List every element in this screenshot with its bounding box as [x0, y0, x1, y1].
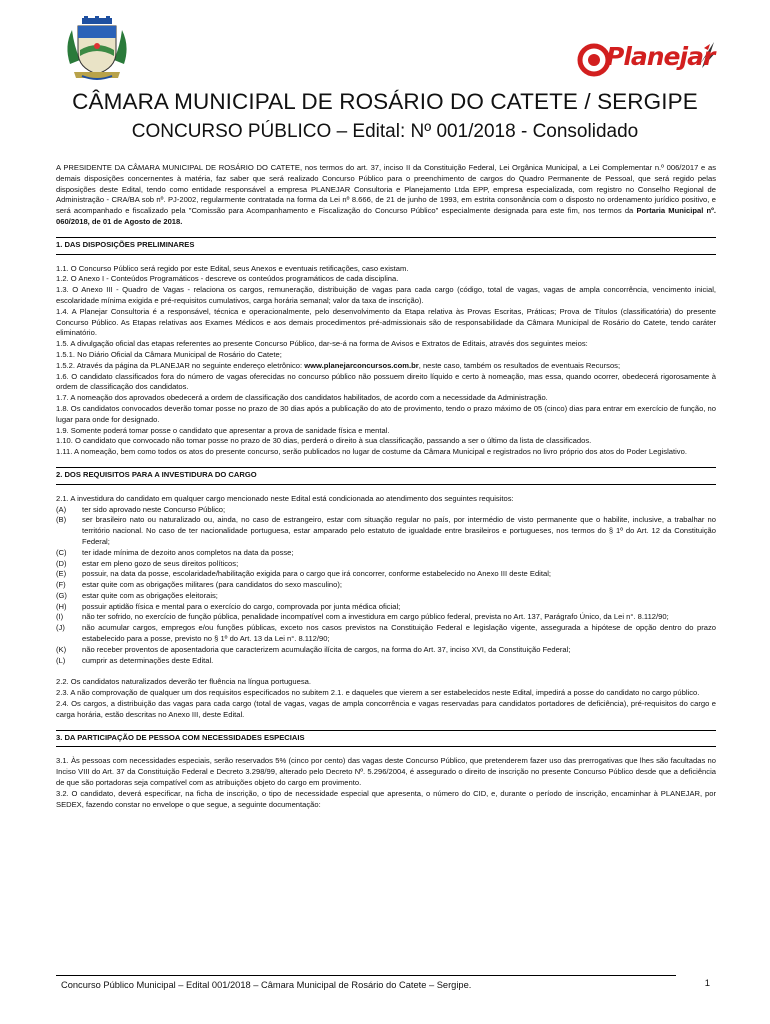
requirement-text: ser brasileiro nato ou naturalizado ou, ainda, no caso de estrangeiro, estar com situação regular no país, por intermédio de visto permanente que o habilite, inclusive, a trabalhar no território nacional. No caso de ter nacionalidade portuguesa, estar amparado pelo estatuto de igualdade entre brasileiros e portugueses, nos termos do § 1º do Art. 12 da Constituição Federal; — [82, 515, 716, 546]
requirement-text: ter sido aprovado neste Concurso Público; — [82, 504, 226, 514]
requirement-item — [56, 548, 716, 559]
planejar-logo — [572, 42, 722, 82]
requirement-label: (K) — [56, 644, 67, 654]
requirement-text: não receber proventos de aposentadoria que caracterizem acumulação ilícita de cargos, na forma do Art. 37, inciso XVI, da Constituição Federal; — [82, 644, 571, 654]
requirement-label: (C) — [56, 547, 67, 557]
page-subtitle: CONCURSO PÚBLICO – Edital: Nº 001/2018 - Consolidado — [131, 121, 639, 142]
requirement-text: estar quite com as obrigações militares (para candidatos do sexo masculino); — [82, 580, 343, 590]
requirement-item — [56, 645, 716, 656]
paragraph-3-2: 3.2. O candidato, deverá especificar, na ficha de inscrição, o tipo de necessidade especial que apresenta, o número do CID, e, durante o período de inscrição, encaminhar à PLANEJAR, por SEDEX, fazendo constar no envelope o que segue, a seguinte documentação: — [56, 788, 716, 809]
requirement-text: cumprir as determinações deste Edital. — [82, 655, 214, 665]
footer-text: Concurso Público Municipal – Edital 001/2018 – Câmara Municipal de Rosário do Catete – Sergipe. — [61, 980, 472, 990]
section-1-heading: 1. DAS DISPOSIÇÕES PRELIMINARES — [56, 237, 716, 255]
coat-of-arms-logo — [60, 16, 134, 84]
page-number: 1 — [704, 978, 710, 989]
paragraph-1-7: 1.7. A nomeação dos aprovados obedecerá a ordem de classificação dos candidatos habilitados, de acordo com a necessidade da Administração. — [56, 393, 548, 403]
paragraph-1-2: 1.2. O Anexo I - Conteúdos Programáticos - descreve os conteúdos programáticos de cada disciplina. — [56, 274, 399, 284]
planejar-wordmark: Planejar — [606, 42, 715, 71]
paragraph-2-3: 2.3. A não comprovação de qualquer um dos requisitos especificados no subitem 2.1. e daqueles que vierem a ser estabelecidos neste Edital, impedirá a posse do candidato no cargo público. — [56, 688, 700, 698]
paragraph-1-1: 1.1. O Concurso Público será regido por este Edital, seus Anexos e eventuais retificações, caso existam. — [56, 263, 409, 273]
requirement-text: não ter sofrido, no exercício de função pública, penalidade incompatível com a investidura em cargo público federal, prevista no Art. 137, Parágrafo Único, da Lei n°. 8.112/90; — [82, 612, 669, 622]
section-2-heading: 2. DOS REQUISITOS PARA A INVESTIDURA DO CARGO — [56, 467, 716, 485]
requirements-list — [56, 505, 716, 667]
requirement-label: (H) — [56, 601, 67, 611]
page-title: CÂMARA MUNICIPAL DE ROSÁRIO DO CATETE / SERGIPE — [72, 89, 698, 114]
requirement-label: (D) — [56, 558, 67, 568]
paragraph-2-1: 2.1. A investidura do candidato em qualquer cargo mencionado neste Edital está condicionada ao atendimento dos seguintes requisitos: — [56, 493, 514, 503]
requirement-item — [56, 559, 716, 570]
section-3-heading: 3. DA PARTICIPAÇÃO DE PESSOA COM NECESSIDADES ESPECIAIS — [56, 730, 716, 748]
paragraph-1-4: 1.4. A Planejar Consultoria é a responsável, técnica e operacionalmente, pelo desenvolvimento da Etapa relativa às Provas Escritas, Práticas; Prova de Títulos (classificatória) do presente Concurso Público. As Etapas relativas aos Exames Médicos e aos demais procedimentos pré-admissionais são de responsabilidade da Câmara Municipal de Rosário do Catete, tendo caráter eliminatório. — [56, 306, 716, 338]
requirement-text: possuir aptidão física e mental para o exercício do cargo, comprovada por junta médica oficial; — [82, 601, 401, 611]
paragraph-1-5-2: 1.5.2. Através da página da PLANEJAR no seguinte endereço eletrônico: www.planejarconcursos.com.br, neste caso, também os resultados de eventuais Recursos; — [56, 360, 621, 370]
requirement-item — [56, 602, 716, 613]
requirement-label: (J) — [56, 623, 65, 633]
requirement-label: (A) — [56, 504, 67, 514]
requirement-label: (F) — [56, 580, 66, 590]
requirement-label: (E) — [56, 569, 67, 579]
paragraph-2-2: 2.2. Os candidatos naturalizados deverão ter fluência na língua portuguesa. — [56, 677, 311, 687]
intro-paragraph: A PRESIDENTE DA CÂMARA MUNICIPAL DE ROSÁRIO DO CATETE, nos termos do art. 37, inciso II da Constituição Federal, Lei Orgânica Municipal, a Lei Complementar n.º 006/2017 e as demais disposições concernentes à matéria, faz saber que será realizado Concurso Público para o preenchimento de cargos do Quadro Permanente de Pessoal, que será regido pelas disposições deste Edital, tendo como entidade responsável a empresa PLANEJAR Consultoria e Planejamento Ltda EPP, empresa especializada, com registro no Conselho Regional de Administração - CRA/BA sob nº. PJ-2002, regularmente contratada na forma da Lei nº 8.666, de 21 de junho de 1993, em estrita consonância com o disposto no ordenamento jurídico positivo, e será acompanhado e fiscalizado pela "Comissão para Acompanhamento e Fiscalização do Concurso Público" especialmente designada para este fim, nos termos da Portaria Municipal nº. 060/2018, de 01 de Agosto de 2018. — [56, 163, 716, 226]
requirement-item — [56, 569, 716, 580]
paragraph-1-5-1: 1.5.1. No Diário Oficial da Câmara Municipal de Rosário do Catete; — [56, 349, 282, 359]
paragraph-1-6: 1.6. O candidato classificados fora do número de vagas oferecidas no concurso público não possuem direito líquido e certo à nomeação, mas essa, quando ocorrer, obedecerá rigorosamente à ordem de classificação dos candidatos. — [56, 371, 716, 392]
requirement-text: estar em pleno gozo de seus direitos políticos; — [82, 558, 239, 568]
requirement-label: (I) — [56, 612, 64, 622]
requirement-item — [56, 591, 716, 602]
paragraph-1-8: 1.8. Os candidatos convocados deverão tomar posse no prazo de 30 dias após a publicação do ato de provimento, tendo o prazo máximo de 05 (cinco) dias para entrar em exercício de função, no lugar para onde for designado. — [56, 403, 716, 424]
website-link[interactable]: www.planejarconcursos.com.br — [304, 360, 419, 370]
page-footer — [56, 975, 716, 990]
requirement-item — [56, 580, 716, 591]
portaria-reference: Portaria Municipal nº. 060/2018, de 01 de Agosto de 2018. — [56, 206, 716, 226]
paragraph-3-1: 3.1. Às pessoas com necessidades especiais, serão reservados 5% (cinco por cento) das vagas deste Concurso Público, que pretenderem fazer uso das prerrogativas que lhes são facultadas no Inciso VIII do Art. 37 da Constituição Federal e Decreto 3.298/99, alterado pelo Decreto Nº. 5.296/2004, é assegurado o direito de inscrição no presente Concurso Público desde que a deficiência de que são portadoras seja compatível com as atribuições objeto do cargo em provimento. — [56, 756, 716, 788]
requirement-item — [56, 515, 716, 547]
paragraph-1-10: 1.10. O candidato que convocado não tomar posse no prazo de 30 dias, perderá o direito à sua classificação, passando a ser o último da lista de classificados. — [56, 436, 592, 446]
requirement-label: (G) — [56, 590, 67, 600]
requirement-label: (L) — [56, 655, 66, 665]
footer-rule — [56, 975, 676, 976]
paragraph-1-5: 1.5. A divulgação oficial das etapas referentes ao presente Concurso Público, dar-se-á na forma de Avisos e Extratos de Editais, através dos seguintes meios: — [56, 339, 588, 349]
requirement-text: estar quite com as obrigações eleitorais; — [82, 590, 218, 600]
document-body — [56, 163, 716, 810]
paragraph-2-4: 2.4. Os cargos, a distribuição das vagas para cada cargo (total de vagas, vagas de ampla concorrência e vagas reservadas para candidatos portadores de deficiência), pré-requisitos do cargo e carga horária, estão descritas no Anexo III, deste Edital. — [56, 699, 716, 719]
requirement-label: (B) — [56, 515, 67, 525]
paragraph-1-9: 1.9. Somente poderá tomar posse o candidato que apresentar a prova de sanidade física e mental. — [56, 425, 390, 435]
requirement-item — [56, 623, 716, 645]
requirement-text: não acumular cargos, empregos e/ou funções públicas, exceto nos casos previstos na Constituição Federal e legislação vigente, assegurada a hipótese de opção dentro do prazo estabelecido para a posse, previsto no § 1º do Art. 13 da Lei n°. 8.112/90; — [82, 623, 716, 644]
requirement-text: ter idade mínima de dezoito anos completos na data da posse; — [82, 547, 294, 557]
requirement-item — [56, 612, 716, 623]
paragraph-1-3: 1.3. O Anexo III - Quadro de Vagas - relaciona os cargos, remuneração, distribuição de vagas para cada cargo (código, total de vagas, vagas de ampla concorrência, vencimento inicial, escolaridade mínima exigida e pré-requisitos cumulativos, carga horária semanal; valor da taxa de inscrição). — [56, 285, 716, 305]
requirement-item — [56, 656, 716, 667]
requirement-item — [56, 505, 716, 516]
requirement-text: possuir, na data da posse, escolaridade/habilitação exigida para o cargo que irá concorrer, conforme estabelecido no Anexo III deste Edital; — [82, 569, 551, 579]
paragraph-1-11: 1.11. A nomeação, bem como todos os atos do presente concurso, serão publicados no lugar de costume da Câmara Municipal e registrados no livro próprio dos atos do Poder Legislativo. — [56, 447, 687, 457]
